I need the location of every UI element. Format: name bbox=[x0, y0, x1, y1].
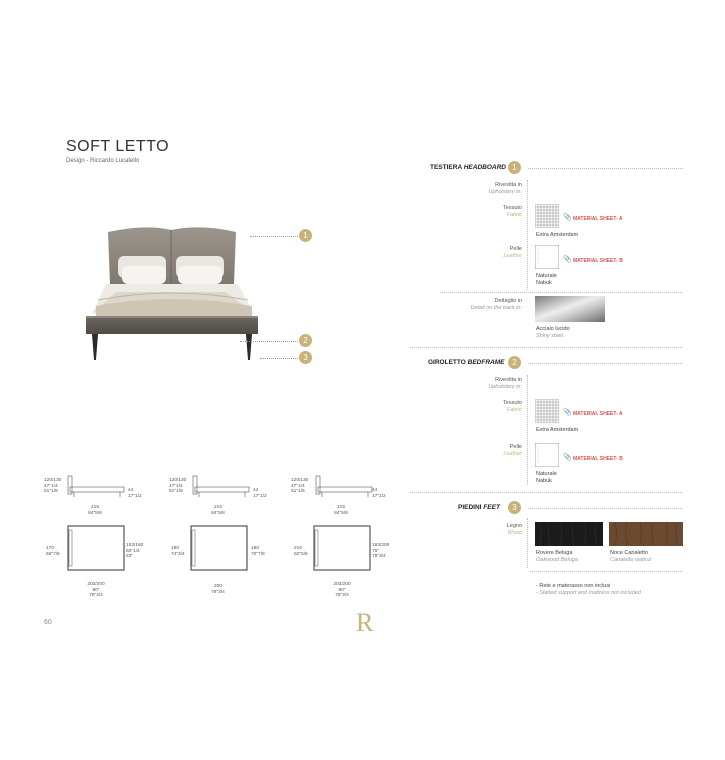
oak-beluga-swatch bbox=[535, 522, 603, 546]
callout-1: 1 bbox=[299, 229, 312, 242]
paperclip-icon: 📎 bbox=[563, 454, 572, 461]
bed-illustration bbox=[76, 222, 266, 372]
divider bbox=[528, 168, 683, 169]
divider bbox=[528, 363, 683, 364]
section-feet-title: PIEDINI FEET bbox=[458, 504, 500, 511]
brand-logo: R bbox=[356, 608, 374, 637]
headboard-leather-label: Pelle Leather bbox=[503, 246, 522, 259]
paperclip-icon: 📎 bbox=[563, 409, 572, 416]
leather-swatch bbox=[535, 443, 559, 467]
callout-line-2 bbox=[240, 341, 298, 342]
dim-side-2: 44 17"1/2 bbox=[253, 488, 267, 499]
dim-height-2: 120/130 47"1/4 51"1/8 bbox=[169, 478, 187, 494]
dim-length-1: 215 84"5/8 bbox=[88, 505, 102, 516]
fabric-swatch bbox=[535, 399, 559, 423]
not-included-note: - Rete e materasso non inclusi - Slatted support and mattress not included bbox=[536, 583, 641, 596]
fabric-name: Extra Amsterdam bbox=[536, 427, 579, 433]
leather-name: Naturale Nabuk bbox=[536, 273, 557, 286]
top-view-1 bbox=[64, 522, 128, 574]
callout-3: 3 bbox=[299, 351, 312, 364]
back-detail-label: Dettaglio in Detail on the back in: bbox=[470, 298, 522, 311]
dim-width-3: 210 82"5/8 bbox=[294, 546, 308, 557]
dim-length-2: 215 84"5/8 bbox=[211, 505, 225, 516]
callout-line-3 bbox=[260, 358, 298, 359]
designer-credit: Design - Riccardo Lucatello bbox=[66, 158, 140, 164]
dim-height-3: 120/130 47"1/4 51"1/8 bbox=[291, 478, 309, 494]
oak-beluga-name: Rovere Beluga Oakwood Beluga bbox=[536, 550, 578, 563]
bedframe-fabric-label: Tessuto Fabric bbox=[503, 400, 522, 413]
material-sheet-b-link[interactable]: MATERIAL SHEET- B bbox=[573, 258, 623, 264]
top-view-2 bbox=[187, 522, 251, 574]
dim-side-3: 44 17"1/2 bbox=[372, 488, 386, 499]
paperclip-icon: 📎 bbox=[563, 214, 572, 221]
feet-wood-label: Legno Wood bbox=[506, 523, 522, 536]
divider bbox=[530, 571, 683, 572]
dim-height-1: 120/130 47"1/4 51"1/8 bbox=[44, 478, 62, 494]
dim-inner-3: 193/200 76" 78"3/4 bbox=[372, 543, 390, 559]
divider bbox=[528, 508, 683, 509]
side-view-2 bbox=[187, 472, 253, 500]
divider bbox=[527, 518, 528, 568]
material-sheet-b-link[interactable]: MATERIAL SHEET- B bbox=[573, 456, 623, 462]
page-number: 60 bbox=[44, 619, 52, 626]
material-sheet-a-link[interactable]: MATERIAL SHEET- A bbox=[573, 411, 623, 417]
divider bbox=[410, 347, 683, 348]
dim-bottom-2: 200 78"3/4 bbox=[211, 584, 225, 595]
leather-name: Naturale Nabuk bbox=[536, 471, 557, 484]
walnut-name: Noce Canaletto Canaletto walnut bbox=[610, 550, 651, 563]
dim-bottom-1: 203/200 80" 78"3/4 bbox=[87, 582, 105, 598]
side-view-1 bbox=[62, 472, 128, 500]
dim-width-1: 170 66"7/8 bbox=[46, 546, 60, 557]
dim-length-3: 215 84"5/8 bbox=[334, 505, 348, 516]
callout-2: 2 bbox=[299, 334, 312, 347]
divider bbox=[527, 180, 528, 290]
steel-swatch bbox=[535, 296, 605, 322]
leather-swatch bbox=[535, 245, 559, 269]
fabric-swatch bbox=[535, 204, 559, 228]
dim-side-1: 44 17"1/2 bbox=[128, 488, 142, 499]
paperclip-icon: 📎 bbox=[563, 256, 572, 263]
material-sheet-a-link[interactable]: MATERIAL SHEET- A bbox=[573, 216, 623, 222]
dim-width-2: 190 74"3/4 bbox=[171, 546, 185, 557]
section-bedframe-num: 2 bbox=[508, 356, 521, 369]
bedframe-leather-label: Pelle Leather bbox=[503, 444, 522, 457]
divider bbox=[527, 375, 528, 485]
dim-inner-2: 180 70"7/8 bbox=[251, 546, 265, 557]
section-headboard-title: TESTIERA HEADBOARD bbox=[430, 164, 506, 171]
dim-bottom-3: 203/200 80" 78"3/4 bbox=[333, 582, 351, 598]
section-bedframe-title: GIROLETTO BEDFRAME bbox=[428, 359, 505, 366]
fabric-name: Extra Amsterdam bbox=[536, 232, 579, 238]
top-view-3 bbox=[310, 522, 374, 574]
walnut-swatch bbox=[609, 522, 683, 546]
section-headboard-num: 1 bbox=[508, 161, 521, 174]
divider bbox=[440, 292, 683, 293]
dim-inner-1: 153/160 60"1/4 63" bbox=[126, 543, 144, 559]
bedframe-upholstery-label: Rivestita in Upholstery in: bbox=[488, 377, 522, 390]
divider bbox=[410, 492, 683, 493]
headboard-fabric-label: Tessuto Fabric bbox=[503, 205, 522, 218]
side-view-3 bbox=[310, 472, 376, 500]
page-title: SOFT LETTO bbox=[66, 138, 170, 155]
section-feet-num: 3 bbox=[508, 501, 521, 514]
headboard-upholstery-label: Rivestita in Upholstery in: bbox=[488, 182, 522, 195]
callout-line-1 bbox=[250, 236, 298, 237]
steel-name: Acciaio lucido Shiny steel. bbox=[536, 326, 570, 339]
